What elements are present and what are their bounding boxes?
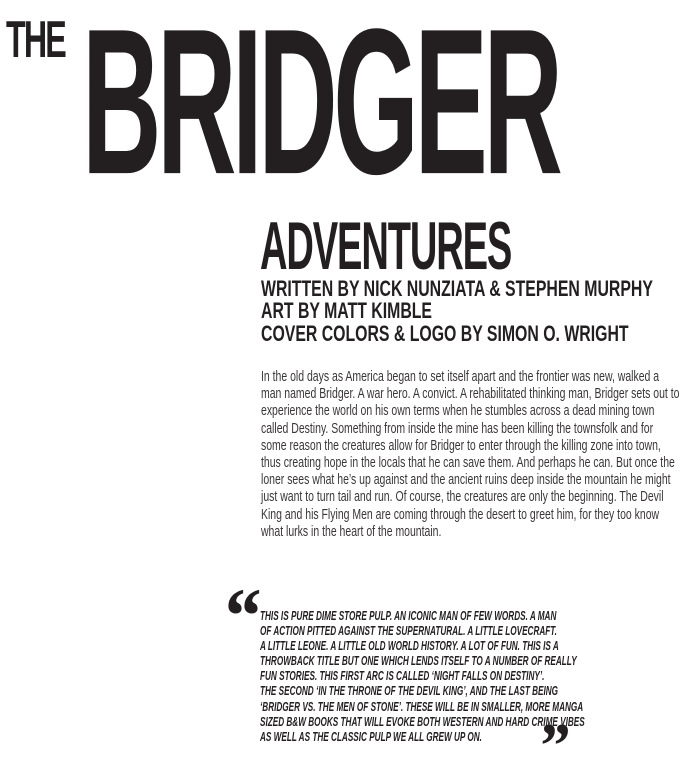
credit-colors: COVER COLORS & LOGO BY SIMON O. WRIGHT bbox=[261, 321, 629, 346]
pull-quote-line: OF ACTION PITTED AGAINST THE SUPERNATURAL. A LITTLE LOVECRAFT. bbox=[260, 623, 557, 639]
synopsis-block bbox=[261, 368, 680, 540]
title-sub: ADVENTURES bbox=[260, 208, 512, 284]
credit-artist: ART BY MATT KIMBLE bbox=[261, 298, 432, 323]
title-main: BRIDGER bbox=[82, 0, 559, 218]
pull-quote-line: THROWBACK TITLE BUT ONE WHICH LENDS ITSELF TO A NUMBER OF REALLY bbox=[260, 653, 577, 669]
pull-quote-line: AS WELL AS THE CLASSIC PULP WE ALL GREW UP ON. bbox=[260, 728, 482, 744]
credit-writers: WRITTEN BY NICK NUNZIATA & STEPHEN MURPHY bbox=[261, 276, 653, 301]
pull-quote-line: A LITTLE LEONE. A LITTLE OLD WORLD HISTORY. A LOT OF FUN. THIS IS A bbox=[260, 638, 559, 654]
pull-quote-line: SIZED B&W BOOKS THAT WILL EVOKE BOTH WESTERN AND HARD CRIME VIBES bbox=[260, 713, 585, 729]
title-prefix: THE bbox=[6, 11, 65, 69]
open-quote-mark: “ bbox=[221, 572, 260, 659]
pull-quote-line: THE SECOND ‘IN THE THRONE OF THE DEVIL KING’, AND THE LAST BEING bbox=[260, 683, 559, 699]
pull-quote-line: ‘BRIDGER VS. THE MEN OF STONE’. THESE WILL BE IN SMALLER, MORE MANGA bbox=[260, 698, 584, 714]
pull-quote-line: THIS IS PURE DIME STORE PULP. AN ICONIC MAN OF FEW WORDS. A MAN bbox=[260, 608, 557, 623]
pull-quote bbox=[260, 608, 651, 744]
synopsis-text: In the old days as America began to set itself apart and the frontier was new, walked a man named Bridger. A war hero. A convict. A rehabilitated thinking man, Bridger sets out to experience the world on his own terms when he stumbles across a dead mining town called Destiny. Something from inside the mine has been killing the townsfolk and for some reason the creatures allow for Bridger to enter through the killing zone into town, thus creating hope in the locals that he can save them. And perhaps he can. But once the loner sees what he’s up against and the ancient ruins deep inside the mountain he might just want to turn tail and run. Of course, the creatures are only the beginning. The Devil King and his Flying Men are coming through the desert to greet him, for they too know what lurks in the heart of the mountain. bbox=[261, 368, 680, 540]
pull-quote-line: FUN STORIES. THIS FIRST ARC IS CALLED ‘NIGHT FALLS ON DESTINY’. bbox=[260, 668, 545, 684]
close-quote-mark: ” bbox=[537, 710, 569, 781]
